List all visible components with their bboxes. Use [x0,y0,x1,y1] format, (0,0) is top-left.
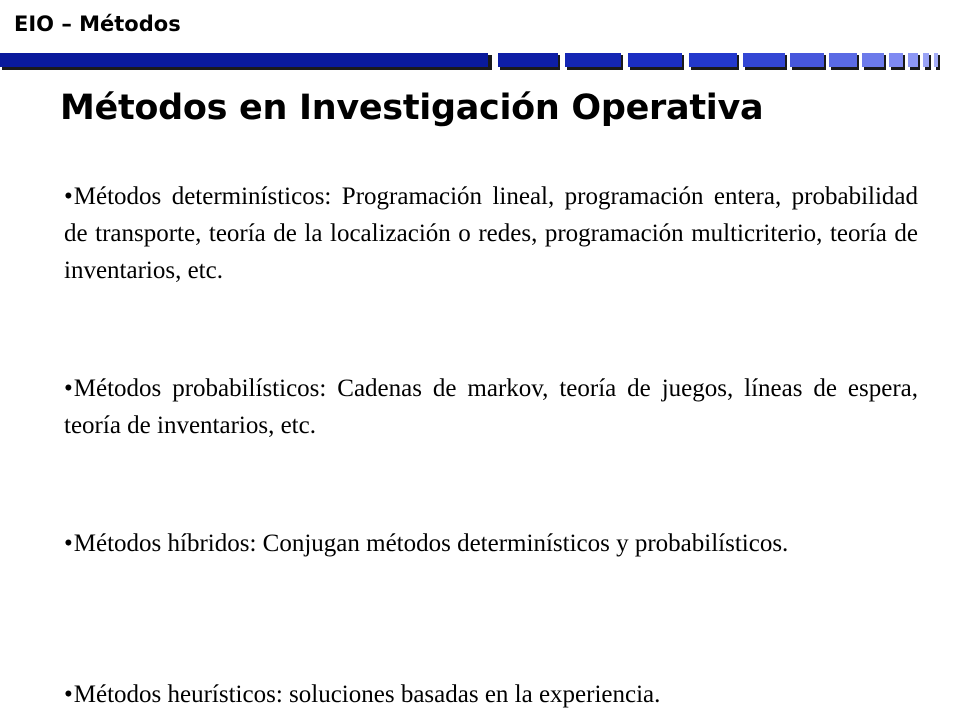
decorative-header-bar [0,50,960,74]
bar-segment [743,53,785,67]
header-label: EIO – Métodos [14,12,181,36]
bar-segment [565,53,621,67]
bar-segment [689,53,737,67]
bullet-marker: • [64,375,73,402]
bullet-item-hybrid [64,525,918,562]
bullet-text: Métodos determinísticos: Programación lineal, programación entera, probabilidad de transporte, teoría de la localización o redes, programación multicriterio, teoría de inventarios, etc. [64,183,918,284]
bullet-item-deterministic [64,178,918,289]
bullet-text: Métodos híbridos: Conjugan métodos determinísticos y probabilísticos. [73,530,789,557]
bullet-marker: • [64,183,73,210]
bar-segment [934,53,938,67]
bullet-marker: • [64,530,73,557]
bullet-marker: • [64,681,73,708]
bar-segment-main [0,53,488,67]
bullet-text: Métodos probabilísticos: Cadenas de markov, teoría de juegos, líneas de espera, teoría de inventarios, etc. [64,375,918,439]
bar-segment [908,53,918,67]
bar-segment [889,53,903,67]
bar-segment [498,53,558,67]
bullet-text: Métodos heurísticos: soluciones basadas en la experiencia. [73,681,661,708]
bar-segment [923,53,929,67]
slide-title: Métodos en Investigación Operativa [60,88,764,128]
bullet-item-probabilistic [64,370,918,444]
bar-segment [628,53,682,67]
bar-segment [829,53,857,67]
bar-segment [862,53,884,67]
bar-segment [790,53,824,67]
bullet-item-heuristic [64,676,918,713]
